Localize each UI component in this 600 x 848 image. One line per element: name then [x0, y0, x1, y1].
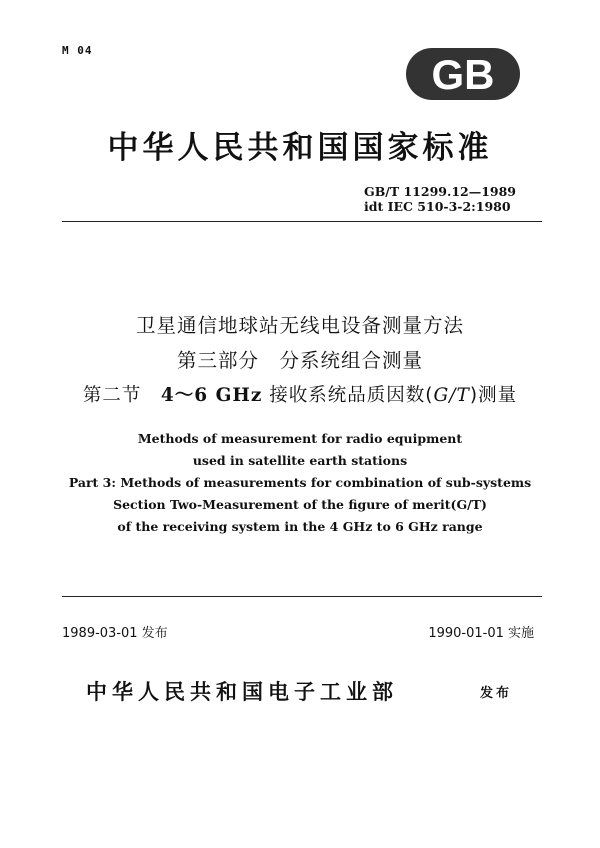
- footer-divider: [62, 596, 542, 597]
- title-zh-line3-prefix: 第二节: [82, 385, 161, 406]
- title-zh-line1: 卫星通信地球站无线电设备测量方法: [135, 314, 464, 337]
- title-zh-line3-mid: 接收系统品质因数(: [262, 385, 434, 406]
- gb-logo-text: GB: [431, 51, 495, 98]
- title-en-line2: used in satellite earth stations: [192, 453, 408, 468]
- frequency-range: 4～6 GHz: [160, 385, 263, 406]
- title-en: [0, 428, 600, 538]
- gb-logo: [404, 46, 522, 102]
- title-en-line3: Part 3: Methods of measurements for combination of sub-systems: [68, 475, 532, 490]
- issuing-verb: 发布: [480, 686, 513, 701]
- national-standard-title: 中华人民共和国国家标准: [107, 130, 493, 166]
- classification-code: M 04: [62, 44, 93, 57]
- title-zh-line3: [0, 381, 600, 407]
- title-en-line1: Methods of measurement for radio equipment: [137, 431, 463, 446]
- header-divider: [62, 221, 542, 222]
- figure-of-merit-symbol: G/T: [433, 385, 470, 406]
- issue-date: 1989-03-01 发布: [62, 626, 168, 641]
- title-en-line5: of the receiving system in the 4 GHz to 6 GHz range: [117, 519, 483, 534]
- standard-number: GB/T 11299.12—1989: [364, 184, 516, 199]
- title-en-line4: Section Two-Measurement of the figure of merit(G/T): [113, 497, 487, 512]
- issuing-authority: 中华人民共和国电子工业部: [86, 680, 398, 704]
- equivalent-standard: idt IEC 510-3-2:1980: [364, 199, 511, 214]
- title-zh-line3-suffix: )测量: [469, 385, 518, 406]
- title-zh-line2: 第三部分 分系统组合测量: [176, 349, 423, 372]
- standard-number-block: [364, 184, 516, 214]
- effective-date: 1990-01-01 实施: [428, 626, 534, 641]
